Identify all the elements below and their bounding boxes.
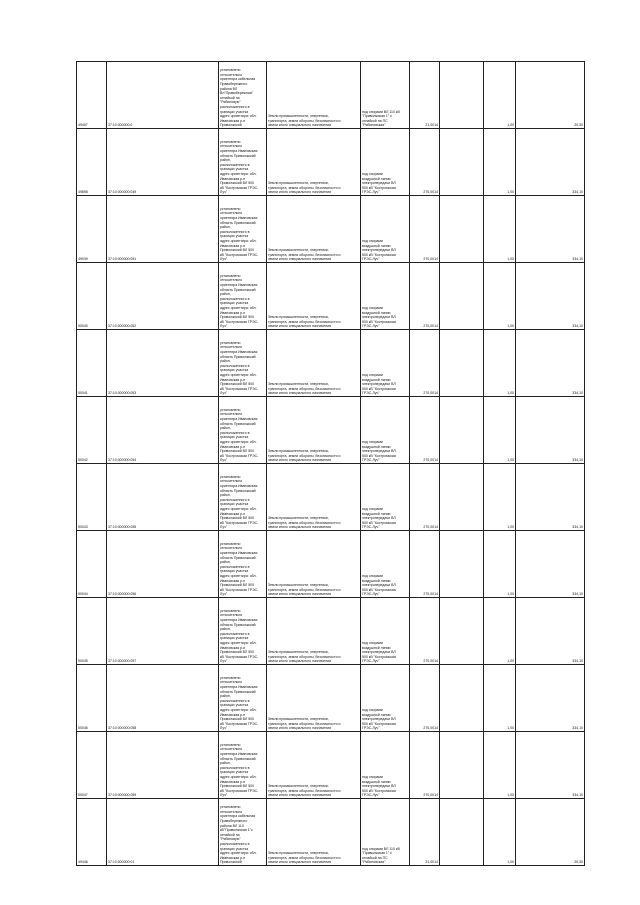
area: 270,0014	[410, 732, 440, 799]
location: установлено относительно ориентира Ивановская область Приволжский район, расположенного в границах участка адрес ориентира: обл. Ивановская р-н Приволжский ВЛ 500 кВ "Костромская ГРЭС- Луч"	[219, 598, 267, 665]
land-category: Земли промышленности, энергетики, транспорта, земли обороны, безопасности и земли иного специального назначения	[267, 330, 361, 397]
empty-cell	[440, 531, 484, 598]
location: установлено относительно ориентира Ивановская область Приволжский район, расположенного в границах участка адрес ориентира: обл. Ивановская р-н Приволжский ВЛ 500 кВ "Костромская ГРЭС- Луч"	[219, 196, 267, 263]
row-id: 50040	[77, 263, 107, 330]
usage: под опорами воздушной линии электропередачи ВЛ 500 кВ "Костромская ГРЭС-Луч"	[361, 464, 410, 531]
land-category: Земли промышленности, энергетики, транспорта, земли обороны, безопасности и земли иного специального назначения	[267, 196, 361, 263]
cadastral-number: 37:10:000000:049	[107, 129, 219, 196]
table-row	[77, 598, 585, 665]
area: 270,0014	[410, 665, 440, 732]
coefficient: 1,00	[484, 799, 516, 866]
usage: под опорами воздушной линии электропередачи ВЛ 500 кВ "Костромская ГРЭС-Луч"	[361, 732, 410, 799]
table-row	[77, 330, 585, 397]
value: 334,10	[516, 263, 585, 330]
table-row	[77, 62, 585, 129]
value: 334,10	[516, 129, 585, 196]
value: 20,30	[516, 62, 585, 129]
row-id: 50044	[77, 531, 107, 598]
land-category: Земли промышленности, энергетики, транспорта, земли обороны, безопасности и земли иного специального назначения	[267, 62, 361, 129]
value: 334,10	[516, 665, 585, 732]
land-category: Земли промышленности, энергетики, транспорта, земли обороны, безопасности и земли иного специального назначения	[267, 129, 361, 196]
usage: под опорами воздушной линии электропередачи ВЛ 500 кВ "Костромская ГРЭС-Луч"	[361, 330, 410, 397]
area: 270,0014	[410, 129, 440, 196]
area: 21,0014	[410, 799, 440, 866]
row-id: 50041	[77, 330, 107, 397]
location: установлено относительно ориентира Ивановская область Приволжский район, расположенного в границах участка адрес ориентира: обл. Ивановская р-н Приволжский ВЛ 500 кВ "Костромская ГРЭС- Луч"	[219, 129, 267, 196]
coefficient: 1,00	[484, 665, 516, 732]
empty-cell	[440, 799, 484, 866]
usage: под опорами воздушной линии электропередачи ВЛ 500 кВ "Костромская ГРЭС-Луч"	[361, 665, 410, 732]
coefficient: 1,00	[484, 62, 516, 129]
coefficient: 1,00	[484, 732, 516, 799]
coefficient: 1,00	[484, 263, 516, 330]
cadastral-number: 37:10:000000:055	[107, 464, 219, 531]
table-row	[77, 732, 585, 799]
location: установлено относительно ориентира Ивановская область Приволжский район, расположенного в границах участка адрес ориентира: обл. Ивановская р-н Приволжский ВЛ 500 кВ "Костромская ГРЭС- Луч"	[219, 397, 267, 464]
empty-cell	[440, 330, 484, 397]
cadastral-number: 37:10:000000:057	[107, 598, 219, 665]
land-category: Земли промышленности, энергетики, транспорта, земли обороны, безопасности и земли иного специального назначения	[267, 397, 361, 464]
row-id: 50046	[77, 665, 107, 732]
empty-cell	[440, 397, 484, 464]
land-register-table	[76, 61, 585, 866]
cadastral-number: 37:10:000000:0	[107, 62, 219, 129]
table-row	[77, 799, 585, 866]
cadastral-number: 37:10:000000:053	[107, 330, 219, 397]
empty-cell	[440, 464, 484, 531]
usage: под опорами воздушной линии электропередачи ВЛ 500 кВ "Костромская ГРЭС-Луч"	[361, 397, 410, 464]
empty-cell	[440, 62, 484, 129]
usage: под опорами ВЛ 110 кВ "Приволжская 1" с отпайкой на ПС "Рябиновская"	[361, 799, 410, 866]
value: 334,10	[516, 330, 585, 397]
empty-cell	[440, 129, 484, 196]
cadastral-number: 37:10:000000:058	[107, 665, 219, 732]
coefficient: 1,00	[484, 531, 516, 598]
value: 20,30	[516, 799, 585, 866]
empty-cell	[440, 732, 484, 799]
area: 270,0014	[410, 464, 440, 531]
table-row	[77, 397, 585, 464]
area: 270,0014	[410, 531, 440, 598]
empty-cell	[440, 263, 484, 330]
coefficient: 1,00	[484, 464, 516, 531]
value: 334,10	[516, 598, 585, 665]
area: 270,0014	[410, 196, 440, 263]
usage: под опорами воздушной линии электропередачи ВЛ 500 кВ "Костромская ГРЭС-Луч"	[361, 263, 410, 330]
location: установлено относительно ориентира Ивановская область Приволжский район, расположенного в границах участка адрес ориентира: обл. Ивановская р-н Приволжский ВЛ 500 кВ "Костромская ГРЭС- Луч"	[219, 464, 267, 531]
land-category: Земли промышленности, энергетики, транспорта, земли обороны, безопасности и земли иного специального назначения	[267, 263, 361, 330]
usage: под опорами воздушной линии электропередачи ВЛ 500 кВ "Костромская ГРЭС-Луч"	[361, 531, 410, 598]
area: 270,0014	[410, 598, 440, 665]
table-row	[77, 464, 585, 531]
table-row	[77, 129, 585, 196]
location: установлено относительно ориентира Ивановская область Приволжский район, расположенного в границах участка адрес ориентира: обл. Ивановская р-н Приволжский ВЛ 500 кВ "Костромская ГРЭС- Луч"	[219, 732, 267, 799]
area: 270,0014	[410, 397, 440, 464]
location: установлено относительно ориентира Ивановская область Приволжский район, расположенного в границах участка адрес ориентира: обл. Ивановская р-н Приволжский ВЛ 500 кВ "Костромская ГРЭС- Луч"	[219, 665, 267, 732]
location: установлено относительно ориентира кабельная Правобережного района ВЛ Вл"Правобережная" отпайкой на "Рябиновую" расположенного в границах участка адрес ориентира: обл. Ивановская р-н Приволжский	[219, 62, 267, 129]
row-id: 49446	[77, 799, 107, 866]
coefficient: 1,00	[484, 196, 516, 263]
land-category: Земли промышленности, энергетики, транспорта, земли обороны, безопасности и земли иного специального назначения	[267, 464, 361, 531]
value: 334,10	[516, 196, 585, 263]
value: 334,10	[516, 464, 585, 531]
cadastral-number: 37:10:000000:059	[107, 732, 219, 799]
table-row	[77, 665, 585, 732]
location: установлено относительно ориентира Ивановская область Приволжский район, расположенного в границах участка адрес ориентира: обл. Ивановская р-н Приволжский ВЛ 500 кВ "Костромская ГРЭС- Луч"	[219, 263, 267, 330]
land-category: Земли промышленности, энергетики, транспорта, земли обороны, безопасности и земли иного специального назначения	[267, 732, 361, 799]
usage: под опорами воздушной линии электропередачи ВЛ 500 кВ "Костромская ГРЭС-Луч"	[361, 598, 410, 665]
area: 21,0014	[410, 62, 440, 129]
area: 270,0014	[410, 330, 440, 397]
value: 334,10	[516, 397, 585, 464]
cadastral-number: 37:10:000000:056	[107, 531, 219, 598]
land-category: Земли промышленности, энергетики, транспорта, земли обороны, безопасности и земли иного специального назначения	[267, 598, 361, 665]
location: установлено относительно ориентира Ивановская область Приволжский район, расположенного в границах участка адрес ориентира: обл. Ивановская р-н Приволжский ВЛ 500 кВ "Костромская ГРЭС- Луч"	[219, 330, 267, 397]
row-id: 49497	[77, 62, 107, 129]
cadastral-number: 37:10:000000:051	[107, 196, 219, 263]
value: 334,10	[516, 531, 585, 598]
usage: под опорами воздушной линии электропередачи ВЛ 500 кВ "Костромская ГРЭС-Луч"	[361, 196, 410, 263]
coefficient: 1,00	[484, 598, 516, 665]
row-id: 50042	[77, 397, 107, 464]
cadastral-number: 37:10:000000:054	[107, 397, 219, 464]
row-id: 50047	[77, 732, 107, 799]
empty-cell	[440, 665, 484, 732]
location: установлено относительно ориентира Ивановская область Приволжский район, расположенного в границах участка адрес ориентира: обл. Ивановская р-н Приволжский ВЛ 500 кВ "Костромская ГРЭС- Луч"	[219, 531, 267, 598]
table-row	[77, 531, 585, 598]
table-row	[77, 263, 585, 330]
land-category: Земли промышленности, энергетики, транспорта, земли обороны, безопасности и земли иного специального назначения	[267, 531, 361, 598]
row-id: 49898	[77, 129, 107, 196]
usage: под опорами воздушной линии электропередачи ВЛ 500 кВ "Костромская ГРЭС-Луч"	[361, 129, 410, 196]
empty-cell	[440, 196, 484, 263]
row-id: 50045	[77, 598, 107, 665]
empty-cell	[440, 598, 484, 665]
usage: под опорами ВЛ 110 кВ "Приволжская 1" с отпайкой на ПС "Рябиновская"	[361, 62, 410, 129]
location: установлено относительно ориентира кабельная Правобережного района ВЛ 110 кВ"Приволжская 1"с отпайкой на "Рябиновую" расположенного в границах участка адрес ориентира: обл. Ивановская р-н Приволжский	[219, 799, 267, 866]
land-category: Земли промышленности, энергетики, транспорта, земли обороны, безопасности и земли иного специального назначения	[267, 799, 361, 866]
area: 270,0014	[410, 263, 440, 330]
row-id: 50043	[77, 464, 107, 531]
value: 334,10	[516, 732, 585, 799]
cadastral-number: 37:10:000000:052	[107, 263, 219, 330]
coefficient: 1,00	[484, 397, 516, 464]
cadastral-number: 37:10:000000:01	[107, 799, 219, 866]
land-category: Земли промышленности, энергетики, транспорта, земли обороны, безопасности и земли иного специального назначения	[267, 665, 361, 732]
coefficient: 1,00	[484, 129, 516, 196]
coefficient: 1,00	[484, 330, 516, 397]
row-id: 49939	[77, 196, 107, 263]
table-row	[77, 196, 585, 263]
